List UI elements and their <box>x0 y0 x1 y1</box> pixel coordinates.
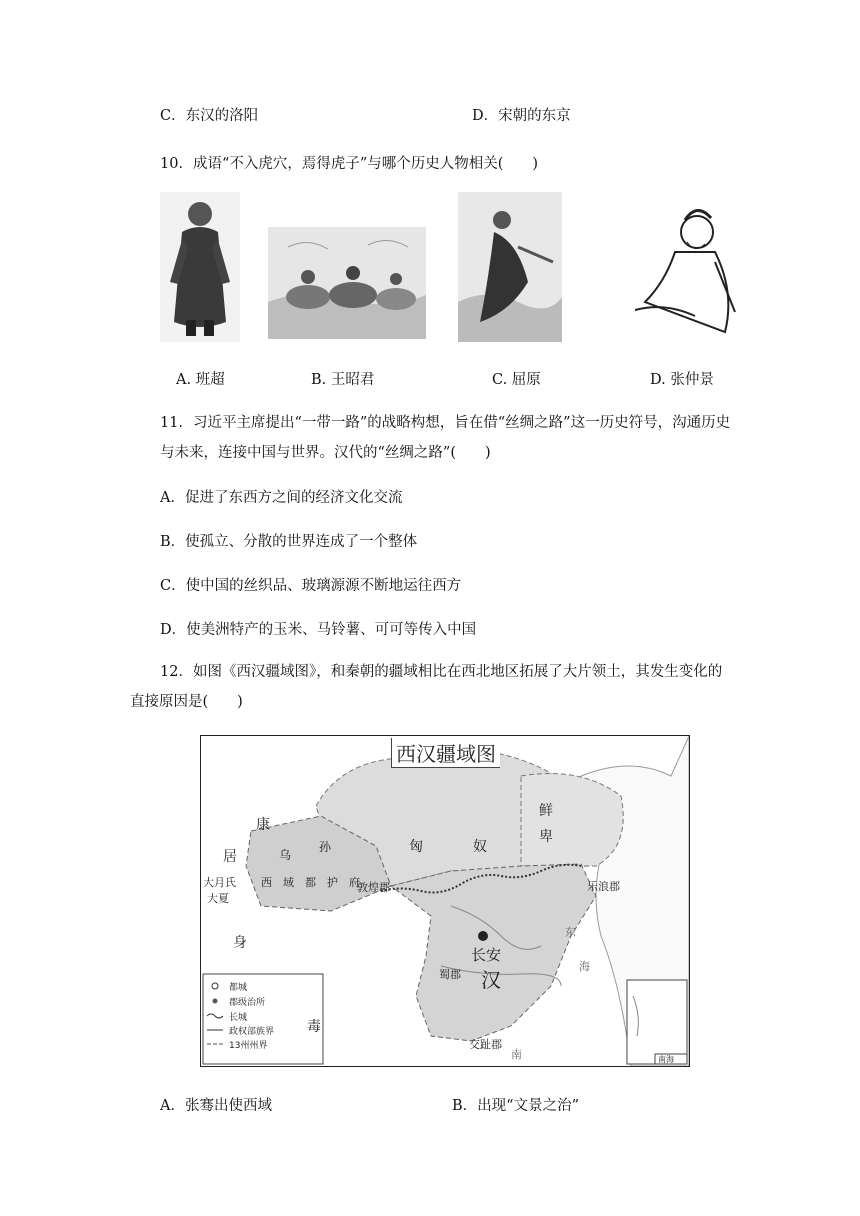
label-dunhuang: 敦煌郡 <box>357 881 390 894</box>
wangzhaojun-figure-image <box>268 227 426 339</box>
label-nu: 奴 <box>473 839 487 855</box>
label-lelang: 乐浪郡 <box>587 880 620 893</box>
western-han-territory-map <box>200 735 690 1067</box>
legend-capital: 都城 <box>229 983 248 993</box>
label-du: 毒 <box>307 1019 321 1035</box>
label-shen: 身 <box>233 935 247 951</box>
map-drawing <box>201 736 689 1066</box>
q10-caption-d: D. 张仲景 <box>650 372 714 388</box>
label-wu: 乌 <box>279 848 292 862</box>
label-xian: 鲜 <box>539 803 553 819</box>
label-daxia: 大夏 <box>207 892 229 905</box>
label-xiong: 匈 <box>409 839 423 855</box>
q11-option-c: C．使中国的丝织品、玻璃源源不断地运往西方 <box>160 578 462 594</box>
label-changan: 长安 <box>471 946 502 964</box>
label-nanhai-inset: 南海 <box>658 1055 674 1064</box>
q10-stem: 10．成语“不入虎穴，焉得虎子”与哪个历史人物相关( ) <box>160 156 539 172</box>
label-dong: 东 <box>565 926 576 939</box>
q9-option-c: C．东汉的洛阳 <box>160 108 259 124</box>
label-bei: 卑 <box>539 829 553 845</box>
q10-caption-a: A. 班超 <box>176 372 225 388</box>
q11-option-b: B．使孤立、分散的世界连成了一个整体 <box>160 534 418 550</box>
label-hai: 海 <box>579 960 590 973</box>
q11-stem: 11．习近平主席提出“一带一路”的战略构想，旨在借“丝绸之路”这一历史符号，沟通历史与未来，连接中国与世界。汉代的“丝绸之路”( ) <box>160 415 731 461</box>
label-nan: 南 <box>511 1048 522 1061</box>
legend-great-wall: 长城 <box>229 1013 248 1023</box>
label-ju: 居 <box>223 849 237 865</box>
q11-option-d: D．使美洲特产的玉米、马铃薯、可可等传入中国 <box>160 622 477 638</box>
label-kang: 康 <box>256 817 270 833</box>
legend-province-border: 13州州界 <box>229 1041 268 1051</box>
label-shu: 蜀郡 <box>439 968 461 981</box>
q12-option-a: A．张骞出使西域 <box>160 1098 272 1114</box>
map-title: 西汉疆域图 <box>391 738 500 768</box>
label-dayuezhi: 大月氏 <box>203 876 236 889</box>
q12-option-b: B．出现“文景之治” <box>452 1098 579 1114</box>
q10-caption-b: B. 王昭君 <box>311 372 375 388</box>
label-han: 汉 <box>481 968 501 992</box>
banchao-figure-image <box>160 192 240 342</box>
label-xiyu-duhufu: 西 域 都 护 府 <box>261 876 360 889</box>
q12-stem: 12．如图《西汉疆域图》，和秦朝的疆域相比在西北地区拓展了大片领土，其发生变化的直接原因是( ) <box>130 664 723 710</box>
zhangzhongjing-figure-image <box>625 192 740 342</box>
label-sun: 孙 <box>319 840 332 854</box>
quyuan-figure-image <box>458 192 562 342</box>
legend-commandery: 郡级治所 <box>229 998 266 1008</box>
q9-option-d: D．宋朝的东京 <box>472 108 571 124</box>
legend-regime-border: 政权部族界 <box>229 1027 275 1037</box>
q10-caption-c: C. 屈原 <box>492 372 541 388</box>
q11-option-a: A．促进了东西方之间的经济文化交流 <box>160 490 403 506</box>
label-jiaozhi: 交趾郡 <box>469 1038 502 1051</box>
